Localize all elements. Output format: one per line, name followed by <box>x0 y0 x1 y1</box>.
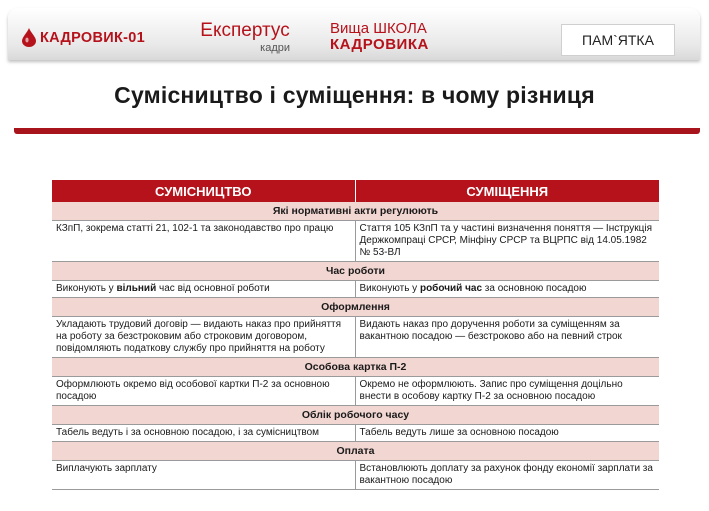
table-row <box>52 461 659 490</box>
section-heading: Оплата <box>52 442 659 461</box>
cell-emphasis: робочий час <box>419 283 483 294</box>
brand-school[interactable] <box>330 21 429 53</box>
table-row <box>52 425 659 442</box>
cell-left: Оформлюють окремо від особової картки П-2 за основною посадою <box>52 377 355 406</box>
section-row <box>52 442 659 461</box>
cell-left: Укладають трудовий договір — видають наказ про прийняття на роботу за безстроковим або строковим договором, повідомляють податкову службу про прийняття на роботу <box>52 317 355 358</box>
comparison-table <box>52 180 659 490</box>
cell-emphasis: вільний <box>116 283 157 294</box>
section-row <box>52 202 659 221</box>
drop-logo-icon <box>22 28 36 47</box>
cell-right: Встановлюють доплату за рахунок фонду економії зарплати за вакантною посадою <box>355 461 659 490</box>
section-row <box>52 406 659 425</box>
section-row <box>52 262 659 281</box>
table-row <box>52 281 659 298</box>
table-header-row <box>52 180 659 202</box>
column-header-left: СУМІСНИЦТВО <box>52 180 355 202</box>
table-row <box>52 221 659 262</box>
table-row <box>52 317 659 358</box>
table-row <box>52 377 659 406</box>
section-heading: Оформлення <box>52 298 659 317</box>
section-heading: Які нормативні акти регулюють <box>52 202 659 221</box>
cell-right <box>355 281 659 298</box>
section-heading: Облік робочого часу <box>52 406 659 425</box>
cell-text: за основною посадою <box>482 283 587 294</box>
cell-right: Окремо не оформлюють. Запис про суміщення доцільно внести в особову картку П-2 за основною посадою <box>355 377 659 406</box>
brand-school-line2: КАДРОВИКА <box>330 36 429 53</box>
brand-ekspertus-subtitle: кадри <box>260 42 290 54</box>
cell-left: Виплачують зарплату <box>52 461 355 490</box>
cell-left: КЗпП, зокрема статті 21, 102-1 та законодавство про працю <box>52 221 355 262</box>
column-header-right: СУМІЩЕННЯ <box>355 180 659 202</box>
section-row <box>52 358 659 377</box>
section-heading: Особова картка П-2 <box>52 358 659 377</box>
brand-ekspertus-title: Експертус <box>200 20 290 41</box>
title-divider <box>14 128 700 134</box>
cell-right: Табель ведуть лише за основною посадою <box>355 425 659 442</box>
cell-left: Табель ведуть і за основною посадою, і за сумісництвом <box>52 425 355 442</box>
cell-text: час від основної роботи <box>156 283 270 294</box>
page-title: Сумісництво і суміщення: в чому різниця <box>114 82 595 108</box>
section-row <box>52 298 659 317</box>
brand-school-line1: Вища ШКОЛА <box>330 20 427 37</box>
brand-kadrovyk[interactable]: КАДРОВИК-01 <box>40 30 145 46</box>
cell-text: Виконують у <box>56 283 117 294</box>
memo-tag: ПАМ`ЯТКА <box>561 24 675 56</box>
cell-text: Виконують у <box>359 283 420 294</box>
cell-right: Стаття 105 КЗпП та у частині визначення поняття — Інструкція Держкомпраці СРСР, Мінфіну СРСР та ВЦРПС від 14.05.1982 № 53-ВЛ <box>355 221 659 262</box>
cell-right: Видають наказ про доручення роботи за суміщенням за вакантною посадою — безстроково або на певний строк <box>355 317 659 358</box>
brand-ekspertus[interactable] <box>200 21 290 54</box>
section-heading: Час роботи <box>52 262 659 281</box>
header-bar <box>8 8 700 60</box>
cell-left <box>52 281 355 298</box>
